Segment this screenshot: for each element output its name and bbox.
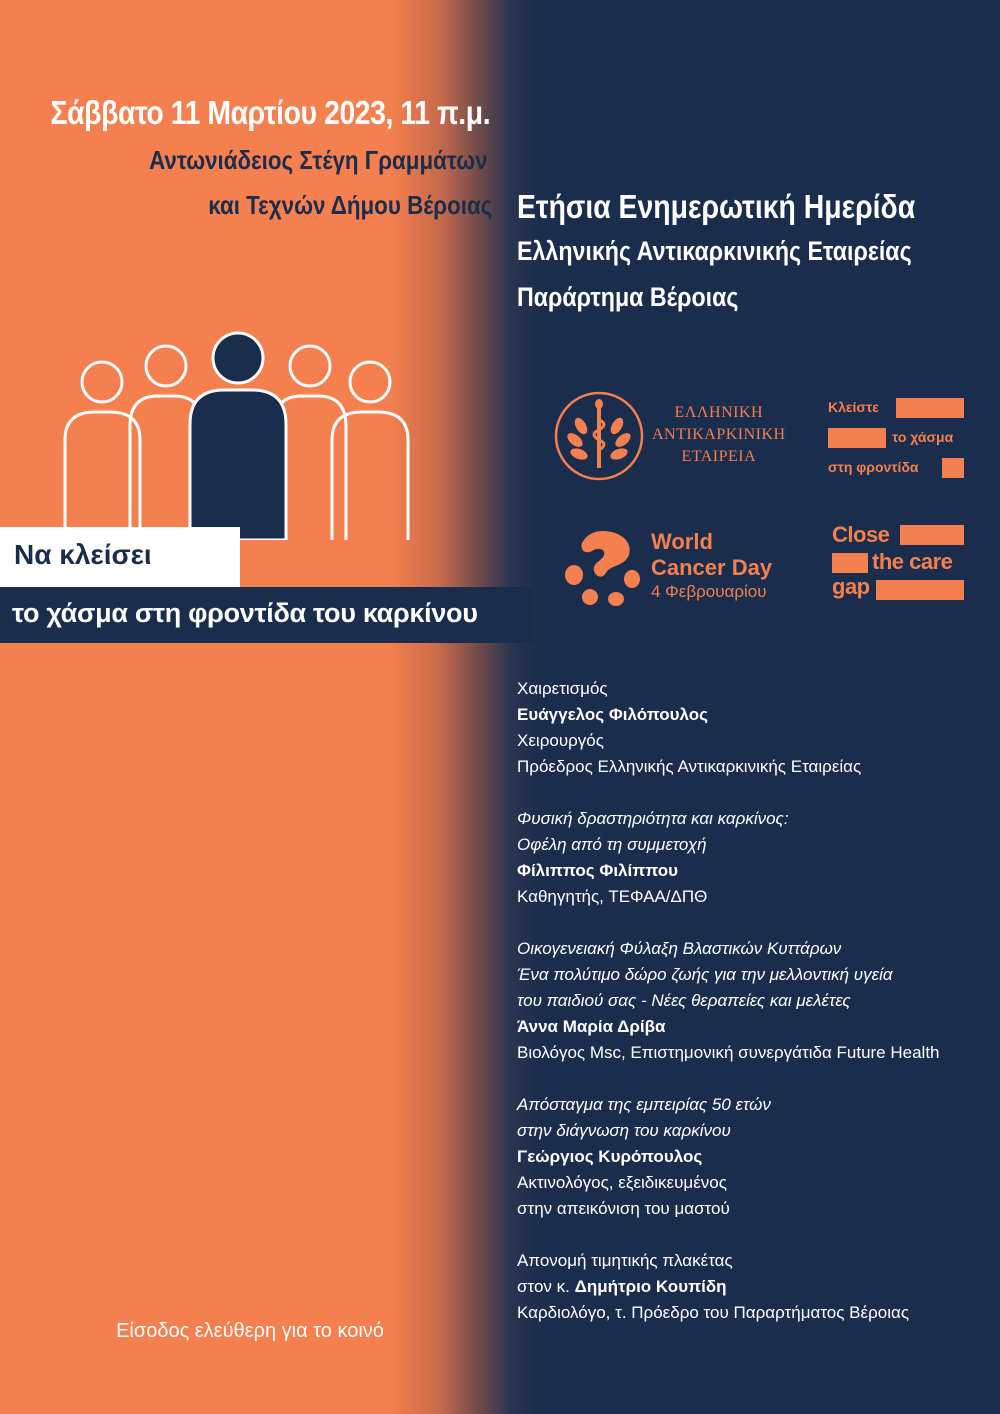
slogan-banner-top	[0, 527, 240, 587]
world-cancer-day-text	[651, 529, 772, 603]
venue-line-2: και Τεχνών Δήμου Βέροιας	[207, 190, 492, 220]
program-topic: Φυσική δραστηριότητα και καρκίνος:	[517, 809, 789, 828]
speaker-name: Φίλιππος Φιλίππου	[517, 861, 679, 880]
close-gap-greek-logo	[828, 398, 964, 478]
program-topic: Απόσταγμα της εμπειρίας 50 ετών	[517, 1095, 771, 1114]
event-branch: Παράρτημα Βέροιας	[517, 282, 739, 312]
logo-bar	[942, 458, 964, 478]
kleiste-word-2: το χάσμα	[892, 429, 954, 445]
slogan-banner-bottom	[0, 587, 532, 643]
program-topic: στην διάγνωση του καρκίνου	[517, 1121, 731, 1140]
people-group-icon	[40, 330, 440, 540]
speaker-role: Πρόεδρος Ελληνικής Αντικαρκινικής Εταιρείας	[517, 757, 862, 776]
logo-bar	[876, 580, 964, 600]
logo-bar	[896, 398, 964, 418]
logo-bar	[828, 428, 886, 448]
speaker-role: Χειρουργός	[517, 731, 604, 750]
slogan-line-1: Να κλείσει	[14, 539, 152, 570]
program-topic: Ένα πολύτιμο δώρο ζωής για την μελλοντική υγεία	[517, 965, 893, 984]
program-topic: του παιδιού σας - Νέες θεραπείες και μελέτες	[517, 991, 851, 1010]
wcd-line-2: Cancer Day	[651, 555, 773, 580]
program-item	[517, 676, 987, 780]
speaker-name: Γεώργιος Κυρόπουλος	[517, 1147, 703, 1166]
hee-logo-line: ΕΛΛΗΝΙΚΗ	[674, 404, 764, 421]
wcd-line-1: World	[651, 529, 713, 554]
program-item	[517, 936, 987, 1066]
hee-logo-line: ΑΝΤΙΚΑΡΚΙΝΙΚΗ	[652, 426, 786, 443]
program-topic: Χαιρετισμός	[517, 679, 608, 698]
close-the-care-gap-logo	[832, 522, 964, 602]
kleiste-word-3: στη φροντίδα	[828, 459, 919, 475]
honoree-prefix: στον κ.	[517, 1277, 575, 1296]
program-item	[517, 1248, 987, 1326]
speaker-role: Καρδιολόγο, τ. Πρόεδρο του Παραρτήματος Βέροιας	[517, 1303, 910, 1322]
program-list	[517, 676, 987, 1352]
speaker-role: Βιολόγος Msc, Επιστημονική συνεργάτιδα Future Health	[517, 1043, 940, 1062]
hee-emblem-icon	[553, 390, 645, 482]
program-item	[517, 1092, 987, 1222]
logo-bar	[832, 553, 868, 573]
program-topic: Οικογενειακή Φύλαξη Βλαστικών Κυττάρων	[517, 939, 842, 958]
program-topic: Οφέλη από τη συμμετοχή	[517, 835, 707, 854]
speaker-role: Καθηγητής, ΤΕΦΑΑ/ΔΠΘ	[517, 887, 708, 906]
hee-logo-text	[652, 402, 786, 468]
speaker-role: στην απεικόνιση του μαστού	[517, 1199, 730, 1218]
program-topic-line	[517, 1274, 987, 1300]
logo-bar	[900, 525, 964, 545]
event-date: Σάββατο 11 Μαρτίου 2023, 11 π.μ.	[50, 94, 490, 131]
event-title: Ετήσια Ενημερωτική Ημερίδα	[517, 188, 916, 225]
ccg-word-2: the care	[872, 549, 953, 574]
venue-line-1: Αντωνιάδειος Στέγη Γραμμάτων	[149, 145, 488, 175]
event-organizer: Ελληνικής Αντικαρκινικής Εταιρείας	[517, 236, 912, 266]
honoree-name: Δημήτριο Κουπίδη	[574, 1277, 727, 1296]
hee-logo-line: ΕΤΑΙΡΕΙΑ	[681, 448, 757, 465]
world-cancer-day-icon	[562, 527, 642, 607]
free-entry-note: Είσοδος ελεύθερη για το κοινό	[116, 1320, 384, 1342]
speaker-name: Ευάγγελος Φιλόπουλος	[517, 705, 708, 724]
kleiste-word-1: Κλείστε	[828, 399, 879, 415]
program-topic: Απονομή τιμητικής πλακέτας	[517, 1251, 733, 1270]
program-item	[517, 806, 987, 910]
speaker-name: Άννα Μαρία Δρίβα	[517, 1017, 666, 1036]
ccg-word-1: Close	[832, 522, 890, 547]
slogan-line-2: το χάσμα στη φροντίδα του καρκίνου	[12, 598, 478, 628]
ccg-word-3: gap	[832, 574, 870, 599]
wcd-line-3: 4 Φεβρουαρίου	[651, 582, 767, 601]
speaker-role: Ακτινολόγος, εξειδικευμένος	[517, 1173, 727, 1192]
